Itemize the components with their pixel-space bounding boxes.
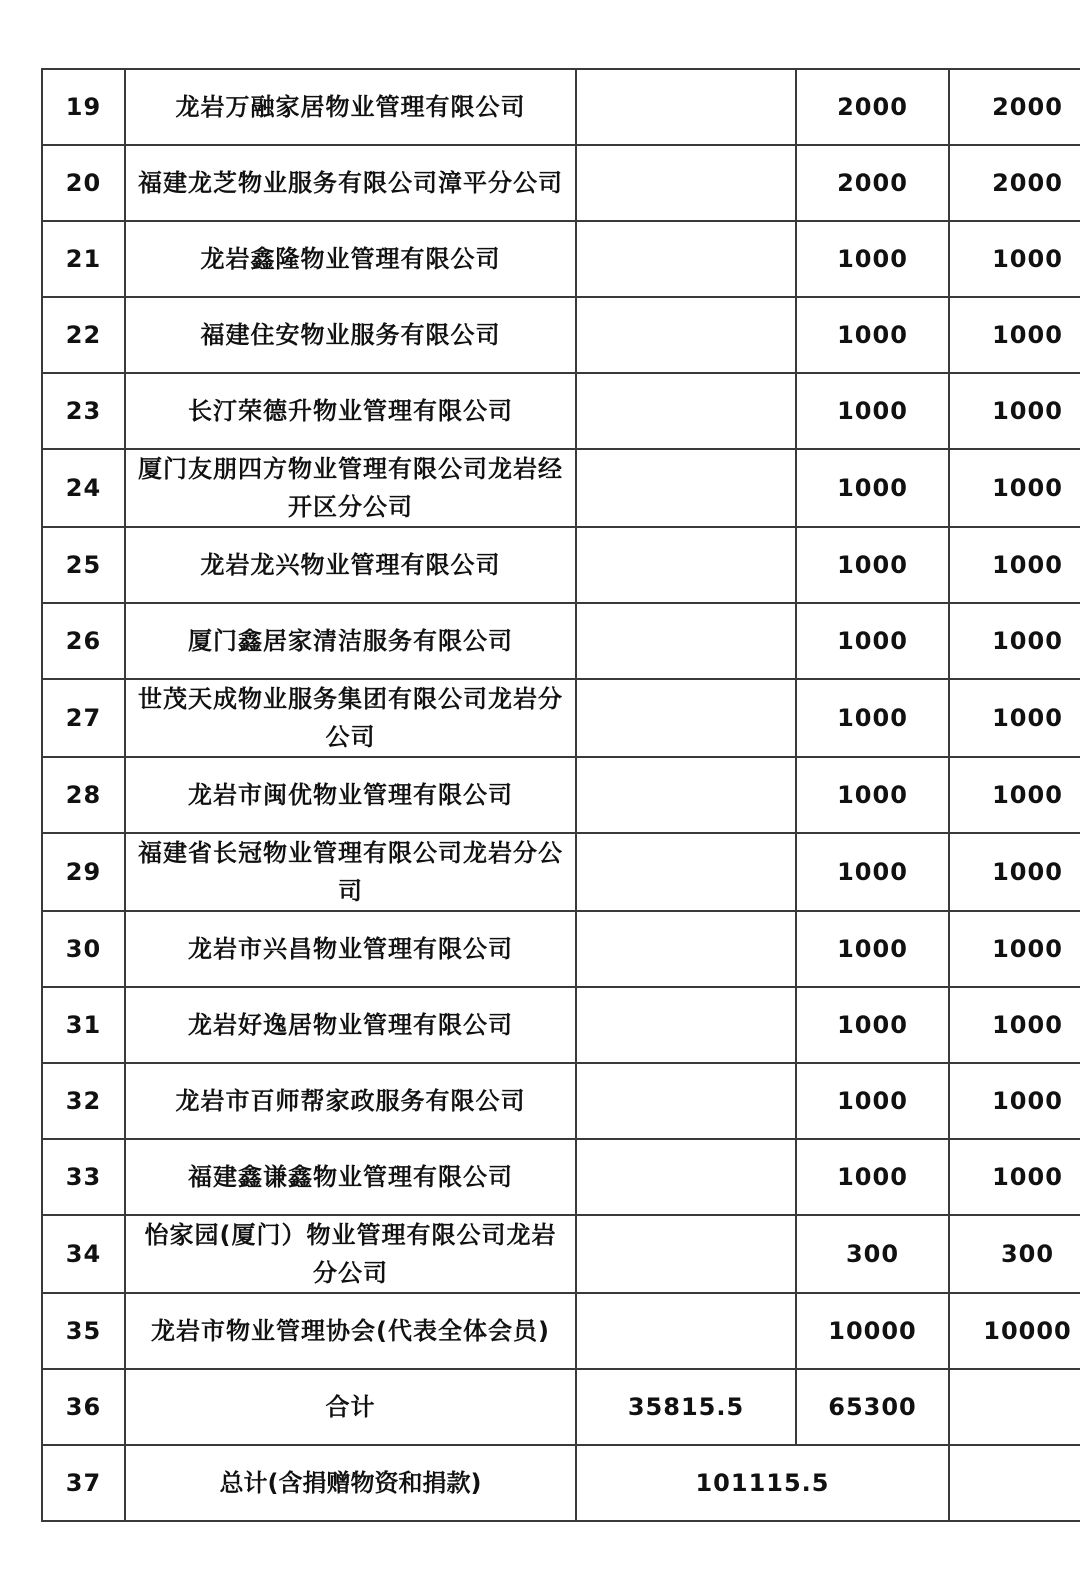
row-number: 33 [42, 1139, 125, 1215]
subtotal-cash-value: 65300 [796, 1369, 949, 1445]
company-name-text: 龙岩市物业管理协会(代表全体会员) [151, 1317, 550, 1345]
table-row [42, 449, 1080, 527]
row-number: 32 [42, 1063, 125, 1139]
total-value: 1000 [949, 679, 1080, 757]
table-row [42, 757, 1080, 833]
total-value: 1000 [949, 833, 1080, 911]
company-name-text: 福建省长冠物业管理有限公司龙岩分公司 [138, 839, 563, 905]
table-row [42, 373, 1080, 449]
cash-value: 1000 [796, 679, 949, 757]
row-number: 28 [42, 757, 125, 833]
row-number: 29 [42, 833, 125, 911]
company-name-text: 龙岩万融家居物业管理有限公司 [175, 93, 526, 121]
total-value: 2000 [949, 145, 1080, 221]
goods-value [576, 449, 796, 527]
grand-total-row [42, 1445, 1080, 1521]
row-number: 25 [42, 527, 125, 603]
company-name-text: 龙岩好逸居物业管理有限公司 [188, 1011, 513, 1039]
cash-value: 1000 [796, 911, 949, 987]
row-number: 31 [42, 987, 125, 1063]
cash-value: 1000 [796, 449, 949, 527]
table-row [42, 1139, 1080, 1215]
cash-value: 2000 [796, 69, 949, 145]
row-number: 26 [42, 603, 125, 679]
company-name [125, 1293, 576, 1369]
row-number: 22 [42, 297, 125, 373]
company-name [125, 1063, 576, 1139]
donation-table-body [42, 69, 1080, 1521]
subtotal-row [42, 1369, 1080, 1445]
total-value: 300 [949, 1215, 1080, 1293]
goods-value [576, 527, 796, 603]
company-name-text: 世茂天成物业服务集团有限公司龙岩分公司 [138, 685, 563, 751]
donation-table [41, 68, 1080, 1522]
company-name [125, 603, 576, 679]
cash-value: 2000 [796, 145, 949, 221]
company-name [125, 449, 576, 527]
table-row [42, 221, 1080, 297]
grand-total-value: 101115.5 [576, 1445, 949, 1521]
total-value: 10000 [949, 1293, 1080, 1369]
subtotal-label: 合计 [125, 1369, 576, 1445]
goods-value [576, 1215, 796, 1293]
table-row [42, 911, 1080, 987]
table-row [42, 679, 1080, 757]
cash-value: 1000 [796, 527, 949, 603]
table-row [42, 1293, 1080, 1369]
company-name [125, 1215, 576, 1293]
total-value: 1000 [949, 757, 1080, 833]
table-row [42, 145, 1080, 221]
company-name-text: 龙岩市兴昌物业管理有限公司 [188, 935, 513, 963]
company-name [125, 987, 576, 1063]
goods-value [576, 757, 796, 833]
total-value: 1000 [949, 911, 1080, 987]
company-name-text: 怡家园(厦门）物业管理有限公司龙岩分公司 [144, 1221, 557, 1287]
goods-value [576, 221, 796, 297]
cash-value: 1000 [796, 297, 949, 373]
goods-value [576, 145, 796, 221]
goods-value [576, 1293, 796, 1369]
company-name [125, 145, 576, 221]
total-value: 1000 [949, 527, 1080, 603]
company-name [125, 1139, 576, 1215]
total-value: 1000 [949, 221, 1080, 297]
grand-total-empty-cell [949, 1445, 1080, 1521]
company-name [125, 833, 576, 911]
grand-total-label: 总计(含捐赠物资和捐款) [125, 1445, 576, 1521]
company-name-text: 福建住安物业服务有限公司 [200, 321, 501, 349]
subtotal-goods-value: 35815.5 [576, 1369, 796, 1445]
table-row [42, 69, 1080, 145]
table-row [42, 1063, 1080, 1139]
cash-value: 1000 [796, 603, 949, 679]
company-name [125, 297, 576, 373]
table-row [42, 603, 1080, 679]
cash-value: 1000 [796, 833, 949, 911]
company-name-text: 福建龙芝物业服务有限公司漳平分公司 [138, 169, 563, 197]
cash-value: 1000 [796, 987, 949, 1063]
total-value: 1000 [949, 1063, 1080, 1139]
donation-table-page [41, 68, 1072, 1522]
goods-value [576, 69, 796, 145]
goods-value [576, 373, 796, 449]
company-name [125, 757, 576, 833]
table-row [42, 297, 1080, 373]
row-number: 24 [42, 449, 125, 527]
company-name-text: 厦门友朋四方物业管理有限公司龙岩经开区分公司 [138, 455, 563, 521]
goods-value [576, 833, 796, 911]
goods-value [576, 1063, 796, 1139]
total-value: 1000 [949, 297, 1080, 373]
goods-value [576, 911, 796, 987]
company-name [125, 221, 576, 297]
company-name [125, 69, 576, 145]
row-number: 30 [42, 911, 125, 987]
table-row [42, 987, 1080, 1063]
company-name-text: 厦门鑫居家清洁服务有限公司 [188, 627, 513, 655]
table-row [42, 527, 1080, 603]
table-row [42, 833, 1080, 911]
row-number: 36 [42, 1369, 125, 1445]
company-name [125, 911, 576, 987]
row-number: 34 [42, 1215, 125, 1293]
goods-value [576, 1139, 796, 1215]
row-number: 21 [42, 221, 125, 297]
company-name [125, 679, 576, 757]
row-number: 23 [42, 373, 125, 449]
row-number: 20 [42, 145, 125, 221]
cash-value: 10000 [796, 1293, 949, 1369]
row-number: 19 [42, 69, 125, 145]
goods-value [576, 987, 796, 1063]
cash-value: 1000 [796, 373, 949, 449]
cash-value: 1000 [796, 1139, 949, 1215]
company-name-text: 龙岩市百师帮家政服务有限公司 [175, 1087, 526, 1115]
company-name-text: 龙岩鑫隆物业管理有限公司 [200, 245, 501, 273]
row-number: 37 [42, 1445, 125, 1521]
goods-value [576, 679, 796, 757]
company-name-text: 福建鑫谦鑫物业管理有限公司 [188, 1163, 513, 1191]
company-name-text: 龙岩市闽优物业管理有限公司 [188, 781, 513, 809]
total-value: 1000 [949, 449, 1080, 527]
cash-value: 1000 [796, 1063, 949, 1139]
company-name [125, 373, 576, 449]
table-row [42, 1215, 1080, 1293]
cash-value: 300 [796, 1215, 949, 1293]
company-name [125, 527, 576, 603]
cash-value: 1000 [796, 757, 949, 833]
total-value: 1000 [949, 603, 1080, 679]
goods-value [576, 603, 796, 679]
row-number: 27 [42, 679, 125, 757]
subtotal-total-value [949, 1369, 1080, 1445]
goods-value [576, 297, 796, 373]
cash-value: 1000 [796, 221, 949, 297]
total-value: 1000 [949, 1139, 1080, 1215]
company-name-text: 龙岩龙兴物业管理有限公司 [200, 551, 501, 579]
total-value: 1000 [949, 987, 1080, 1063]
total-value: 2000 [949, 69, 1080, 145]
total-value: 1000 [949, 373, 1080, 449]
row-number: 35 [42, 1293, 125, 1369]
company-name-text: 长汀荣德升物业管理有限公司 [188, 397, 513, 425]
